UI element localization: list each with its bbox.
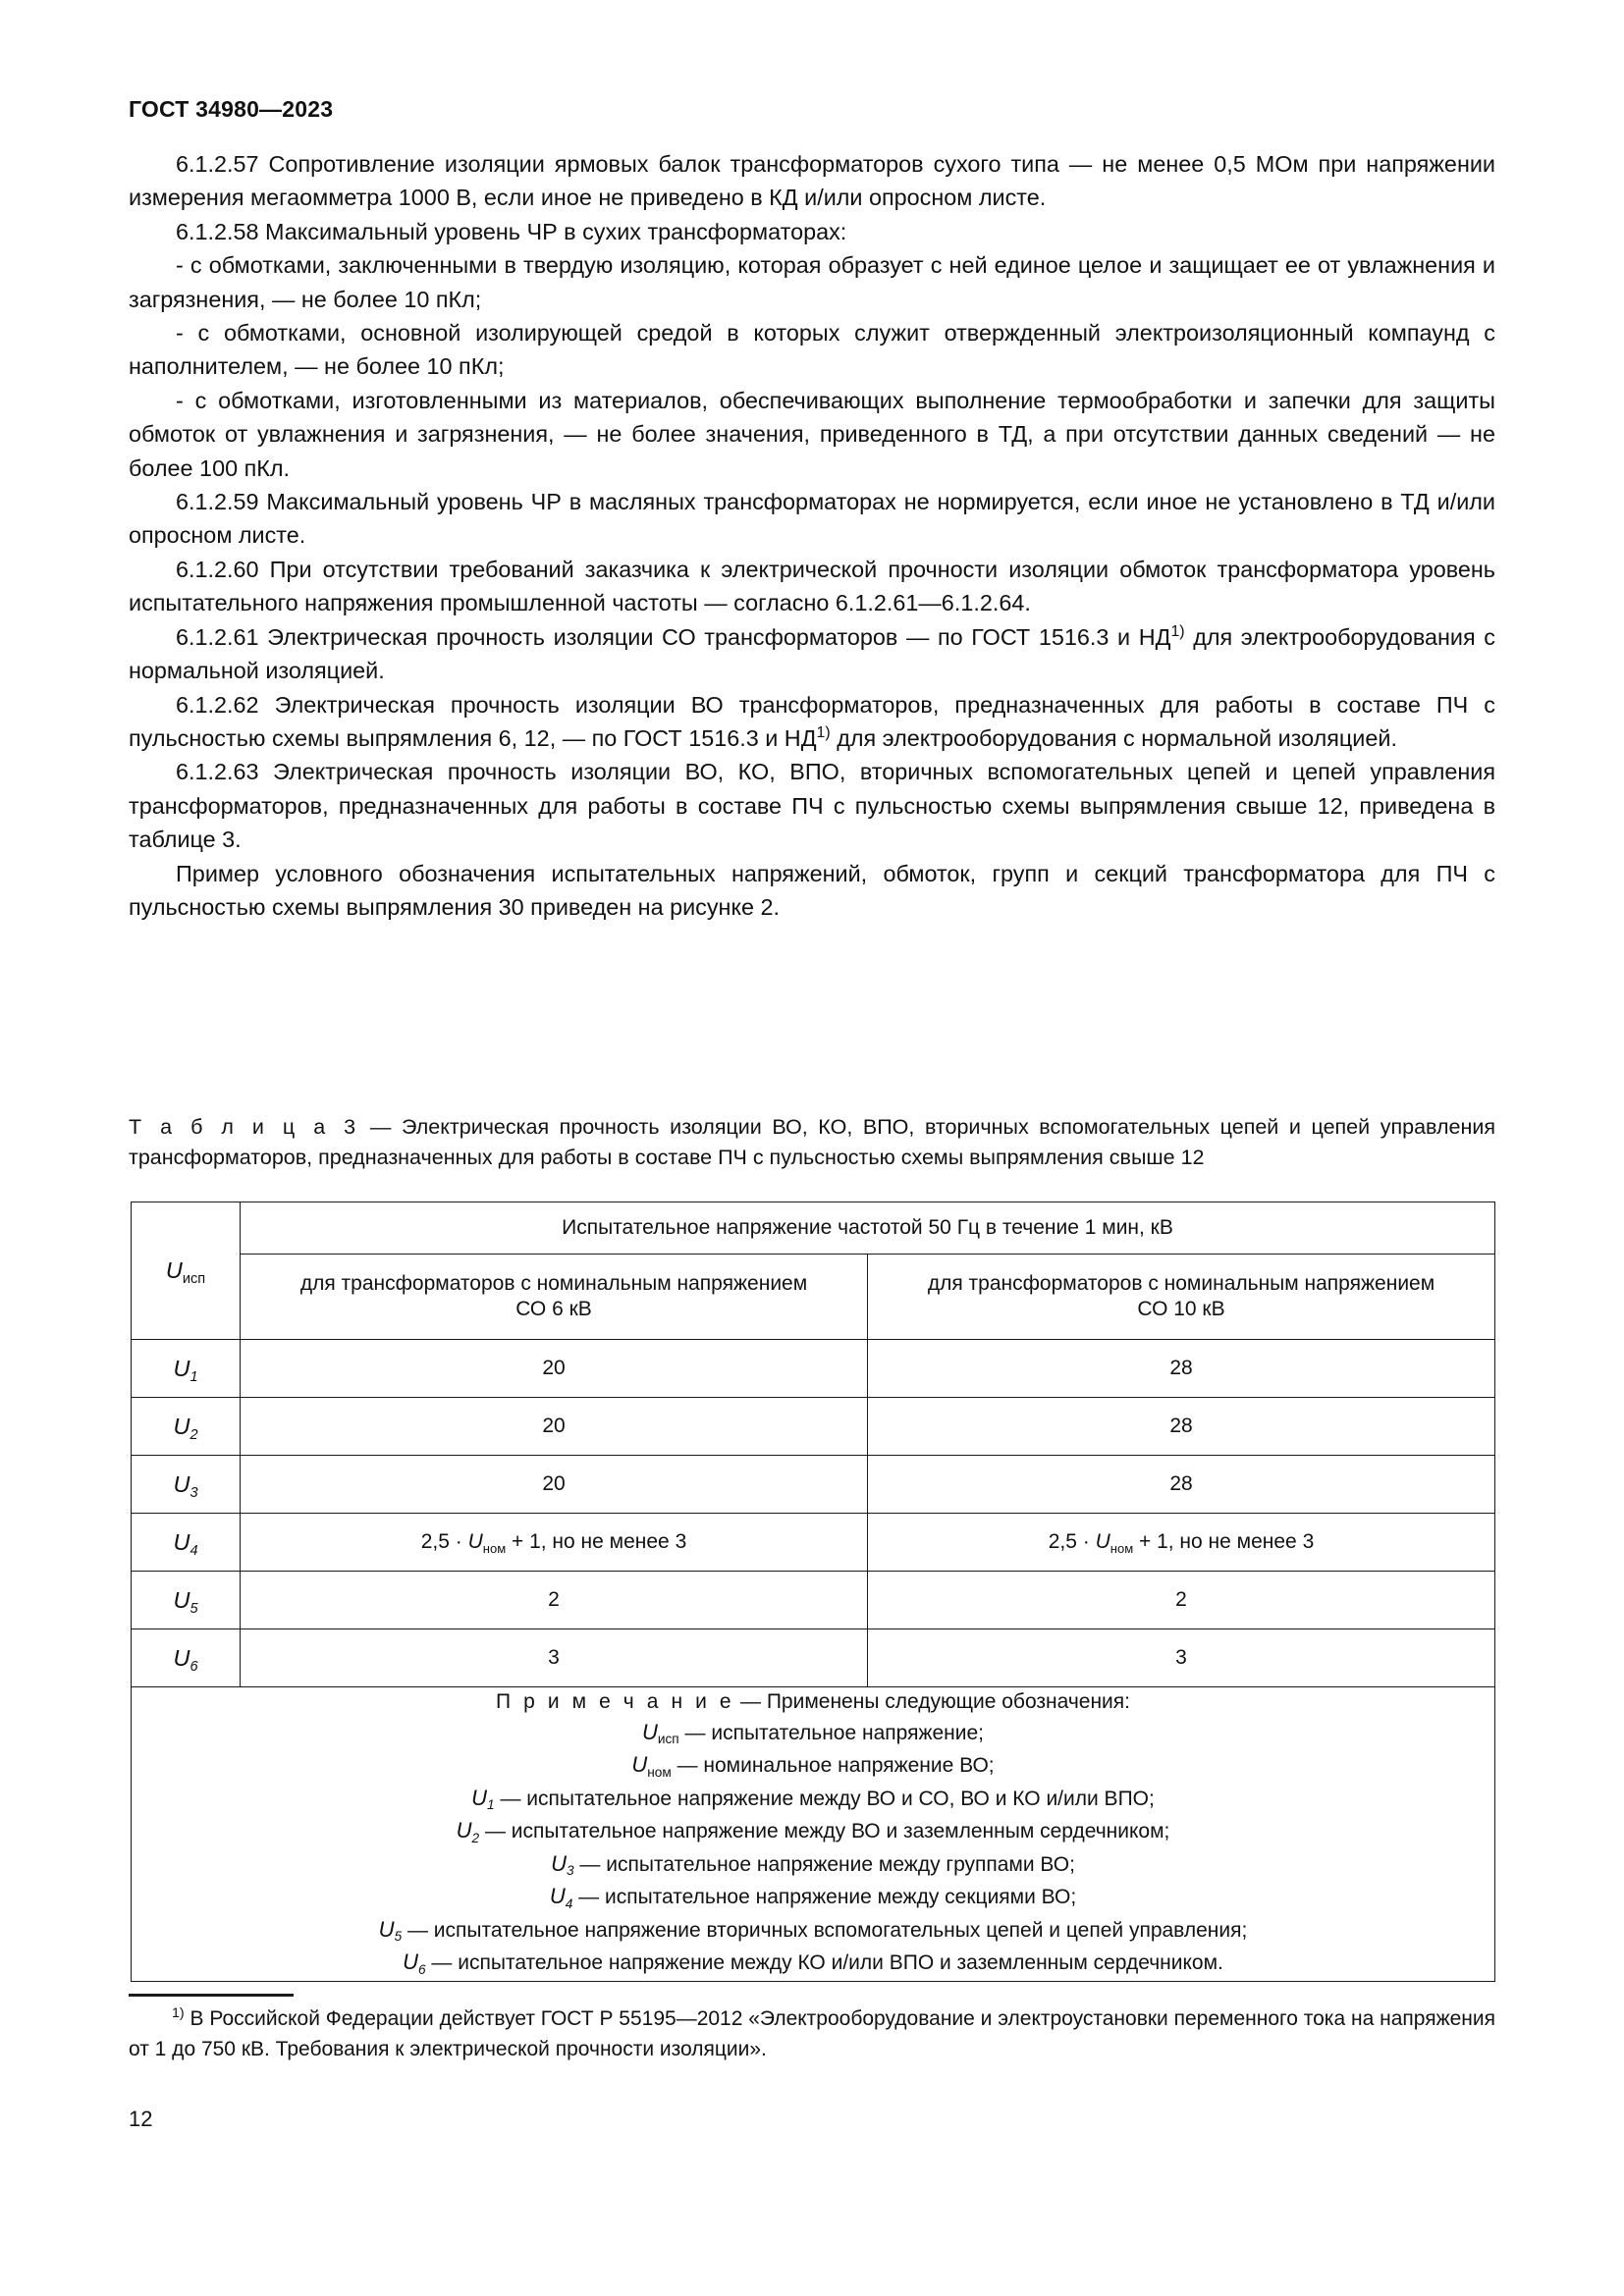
note-symbol-base: U — [378, 1916, 395, 1942]
note-symbol — [456, 1818, 480, 1845]
paragraph-6-1-2-61 — [129, 620, 1495, 688]
paragraph-6-1-2-62-tail: для электрооборудования с нормальной изоляцией. — [830, 724, 1397, 751]
note-item — [132, 1718, 1494, 1751]
paragraph-bullet-2: - с обмотками, основной изолирующей средой в которых служит отвержденный электроизоляционный компаунд с наполнителем, — не более 10 пКл; — [129, 320, 1495, 380]
cell-u5-10kv: 2 — [868, 1572, 1495, 1629]
note-item — [132, 1882, 1494, 1915]
table-row — [132, 1340, 1495, 1398]
note-item — [132, 1849, 1494, 1883]
note-item-text: — испытательное напряжение между ВО и СО, ВО и КО и/или ВПО; — [494, 1787, 1155, 1810]
row-symbol-u6 — [173, 1644, 198, 1675]
table-row — [132, 1629, 1495, 1687]
paragraph-6-1-2-57: 6.1.2.57 Сопротивление изоляции ярмовых балок трансформаторов сухого типа — не менее 0,5 МОм при напряжении измерения мегаомметра 1000 В, если иное не приведено в КД и/или опросном листе. — [129, 151, 1495, 211]
footnote-separator-rule — [129, 1994, 294, 1997]
cell-u6-6kv: 3 — [241, 1629, 868, 1687]
row-symbol-sub: 3 — [189, 1484, 198, 1501]
row-symbol-u5 — [173, 1586, 198, 1617]
table-3-wrapper — [131, 1201, 1495, 1982]
note-symbol-sub: 5 — [394, 1929, 403, 1945]
note-symbol-base: U — [471, 1785, 488, 1810]
note-item — [132, 1948, 1494, 1981]
note-symbol-sub: 4 — [565, 1896, 573, 1911]
row-symbol-sub: 4 — [189, 1542, 198, 1559]
running-head: ГОСТ 34980—2023 — [129, 96, 334, 122]
table-column-header-10kv: для трансформаторов с номинальным напряжением СО 10 кВ — [868, 1255, 1495, 1340]
note-symbol — [551, 1850, 574, 1879]
note-item-text: — испытательное напряжение между секциями ВО; — [572, 1886, 1077, 1908]
cell-u4-6kv-symbol — [467, 1530, 507, 1556]
row-label-u4 — [132, 1514, 241, 1572]
paragraph-bullet-3: - с обмотками, изготовленными из материалов, обеспечивающих выполнение термообработки и запечки для защиты обмоток от увлажнения и загрязнения, — не более значения, приведенного в ТД, а при отсутствии данных сведений — не более 100 пКл. — [129, 387, 1495, 481]
table-caption-dash: — — [359, 1115, 402, 1139]
note-symbol-base: U — [549, 1884, 566, 1908]
paragraph-bullet-1: - с обмотками, заключенными в твердую изоляцию, которая образует с ней единое целое и защищает ее от увлажнения и загрязнения, — не более 10 пКл; — [129, 252, 1495, 312]
cell-u4-10kv — [868, 1514, 1495, 1572]
note-item-text: — испытательное напряжение; — [678, 1721, 985, 1744]
paragraph-example: Пример условного обозначения испытательных напряжений, обмоток, групп и секций трансформатора для ПЧ с пульсностью схемы выпрямления 30 приведен на рисунке 2. — [129, 860, 1495, 920]
footnote-text — [129, 2003, 1495, 2064]
table-caption — [129, 1112, 1495, 1173]
footnote-body: В Российской Федерации действует ГОСТ Р 55195—2012 «Электрооборудование и электроустановки переменного тока на напряжения от 1 до 750 кВ. Требования к электрической прочности изоляции». — [129, 2007, 1495, 2060]
cell-u1-10kv: 28 — [868, 1340, 1495, 1398]
row-symbol-base: U — [173, 1644, 190, 1671]
table-note — [132, 1687, 1495, 1982]
row-label-u2 — [132, 1398, 241, 1456]
table-caption-text: Электрическая прочность изоляции ВО, КО, ВПО, вторичных вспомогательных цепей и цепей управления трансформаторов, предназначенных для работы в составе ПЧ с пульсностью схемы выпрямления свыше 12 — [129, 1115, 1495, 1169]
note-symbol-sub: ном — [647, 1764, 672, 1780]
row-symbol-base: U — [173, 1528, 190, 1555]
row-symbol-base: U — [173, 1586, 190, 1613]
cell-u3-6kv: 20 — [241, 1456, 868, 1514]
note-symbol-base: U — [403, 1949, 418, 1974]
cell-u4-10kv-symbol — [1095, 1530, 1134, 1556]
note-symbol — [378, 1916, 403, 1945]
row-label-u3 — [132, 1456, 241, 1514]
note-symbol — [549, 1884, 573, 1911]
note-symbol-base: U — [551, 1850, 567, 1876]
cell-u4-6kv-prefix: 2,5 · — [420, 1530, 468, 1553]
corner-symbol-sub: исп — [182, 1271, 206, 1288]
note-item — [132, 1750, 1494, 1784]
cell-u4-6kv-symbol-sub: ном — [482, 1540, 507, 1556]
note-symbol-sub: 1 — [487, 1797, 495, 1813]
cell-u2-6kv: 20 — [241, 1398, 868, 1456]
table-row — [132, 1398, 1495, 1456]
row-label-u5 — [132, 1572, 241, 1629]
row-symbol-base: U — [173, 1355, 190, 1381]
paragraph-6-1-2-58: 6.1.2.58 Максимальный уровень ЧР в сухих трансформаторах: — [176, 218, 847, 244]
note-symbol-base: U — [456, 1818, 472, 1842]
row-symbol-sub: 2 — [189, 1426, 198, 1443]
note-item — [132, 1784, 1494, 1817]
row-symbol-u4 — [173, 1528, 198, 1559]
note-symbol — [641, 1719, 679, 1747]
paragraph-6-1-2-59: 6.1.2.59 Максимальный уровень ЧР в масляных трансформаторах не нормируется, если иное не установлено в ТД и/или опросном листе. — [129, 489, 1495, 549]
corner-symbol-base: U — [165, 1257, 183, 1283]
cell-u4-10kv-prefix: 2,5 · — [1048, 1530, 1096, 1553]
cell-u4-10kv-symbol-sub: ном — [1110, 1540, 1134, 1556]
row-symbol-u1 — [173, 1355, 198, 1385]
paragraph-6-1-2-62-text: 6.1.2.62 Электрическая прочность изоляции ВО трансформаторов, предназначенных для работы в составе ПЧ с пульсностью схемы выпрямления 6, 12, — по ГОСТ 1516.3 и НД — [129, 691, 1495, 751]
table-span-header: Испытательное напряжение частотой 50 Гц в течение 1 мин, кВ — [241, 1202, 1495, 1255]
footnote-marker: 1) — [172, 2005, 185, 2021]
table-row — [132, 1456, 1495, 1514]
table-header-row-top — [132, 1202, 1495, 1255]
cell-u5-6kv: 2 — [241, 1572, 868, 1629]
row-symbol-sub: 1 — [189, 1368, 198, 1385]
row-symbol-base: U — [173, 1470, 190, 1497]
note-item-text: — испытательное напряжение между ВО и заземленным сердечником; — [479, 1820, 1170, 1842]
note-item — [132, 1816, 1494, 1849]
cell-u6-10kv: 3 — [868, 1629, 1495, 1687]
note-symbol-sub: 2 — [471, 1830, 480, 1845]
paragraph-6-1-2-61-text: 6.1.2.61 Электрическая прочность изоляции СО трансформаторов — по ГОСТ 1516.3 и НД — [176, 623, 1171, 650]
note-item-text: — испытательное напряжение вторичных вспомогательных цепей и цепей управления; — [402, 1918, 1248, 1942]
row-symbol-u2 — [173, 1413, 198, 1443]
table-row — [132, 1572, 1495, 1629]
table-corner-cell — [132, 1202, 241, 1340]
body-text — [129, 147, 1495, 924]
table-3 — [131, 1201, 1495, 1982]
cell-u4-6kv-symbol-base: U — [467, 1530, 483, 1553]
paragraph-6-1-2-62 — [129, 688, 1495, 756]
row-symbol-base: U — [173, 1413, 190, 1439]
page-number: 12 — [129, 2107, 153, 2131]
row-symbol-u3 — [173, 1470, 198, 1501]
cell-u4-10kv-symbol-base: U — [1095, 1530, 1110, 1553]
paragraph-6-1-2-60: 6.1.2.60 При отсутствии требований заказчика к электрической прочности изоляции обмоток трансформатора уровень испытательного напряжения промышленной частоты — согласно 6.1.2.61—6.1.2.64. — [129, 556, 1495, 616]
cell-u4-10kv-suffix: + 1, но не менее 3 — [1133, 1530, 1315, 1553]
footnote-block — [129, 1994, 1495, 2064]
note-item — [132, 1915, 1494, 1949]
note-heading — [132, 1687, 1494, 1718]
note-symbol — [471, 1785, 495, 1813]
note-symbol — [631, 1752, 672, 1780]
corner-symbol — [165, 1257, 206, 1288]
table-caption-label: Т а б л и ц а 3 — [129, 1115, 360, 1139]
row-label-u6 — [132, 1629, 241, 1687]
table-column-header-6kv: для трансформаторов с номинальным напряжением СО 6 кВ — [241, 1255, 868, 1340]
cell-u4-6kv-suffix: + 1, но не менее 3 — [506, 1530, 687, 1553]
note-heading-label: П р и м е ч а н и е — [495, 1690, 735, 1713]
cell-u1-6kv: 20 — [241, 1340, 868, 1398]
row-symbol-sub: 5 — [189, 1600, 198, 1617]
note-symbol — [403, 1949, 426, 1977]
row-label-u1 — [132, 1340, 241, 1398]
cell-u4-6kv — [241, 1514, 868, 1572]
note-heading-rest: — Применены следующие обозначения: — [734, 1690, 1130, 1713]
table-note-row — [132, 1687, 1495, 1982]
note-symbol-sub: 3 — [566, 1863, 574, 1879]
paragraph-6-1-2-63: 6.1.2.63 Электрическая прочность изоляции ВО, КО, ВПО, вторичных вспомогательных цепей и цепей управления трансформаторов, предназначенных для работы в составе ПЧ с пульсностью схемы выпрямления свыше 12, приведена в таблице 3. — [129, 759, 1495, 853]
note-symbol-base: U — [631, 1752, 648, 1777]
note-symbol-sub: исп — [657, 1732, 679, 1747]
note-symbol-base: U — [641, 1719, 658, 1744]
note-symbol-sub: 6 — [418, 1961, 426, 1977]
row-symbol-sub: 6 — [189, 1658, 198, 1675]
table-header-row-sub — [132, 1255, 1495, 1340]
footnote-marker-ref-2: 1) — [816, 724, 831, 742]
note-item-text: — испытательное напряжение между КО и/или ВПО и заземленным сердечником. — [425, 1951, 1223, 1974]
cell-u3-10kv: 28 — [868, 1456, 1495, 1514]
paragraph-6-1-2-61-tail: для электрооборудования с нормальной изоляцией. — [129, 623, 1495, 684]
footnote-marker-ref-1: 1) — [1170, 622, 1185, 640]
cell-u2-10kv: 28 — [868, 1398, 1495, 1456]
note-item-text: — номинальное напряжение ВО; — [671, 1754, 995, 1777]
note-item-text: — испытательное напряжение между группами ВО; — [573, 1852, 1075, 1876]
table-row — [132, 1514, 1495, 1572]
